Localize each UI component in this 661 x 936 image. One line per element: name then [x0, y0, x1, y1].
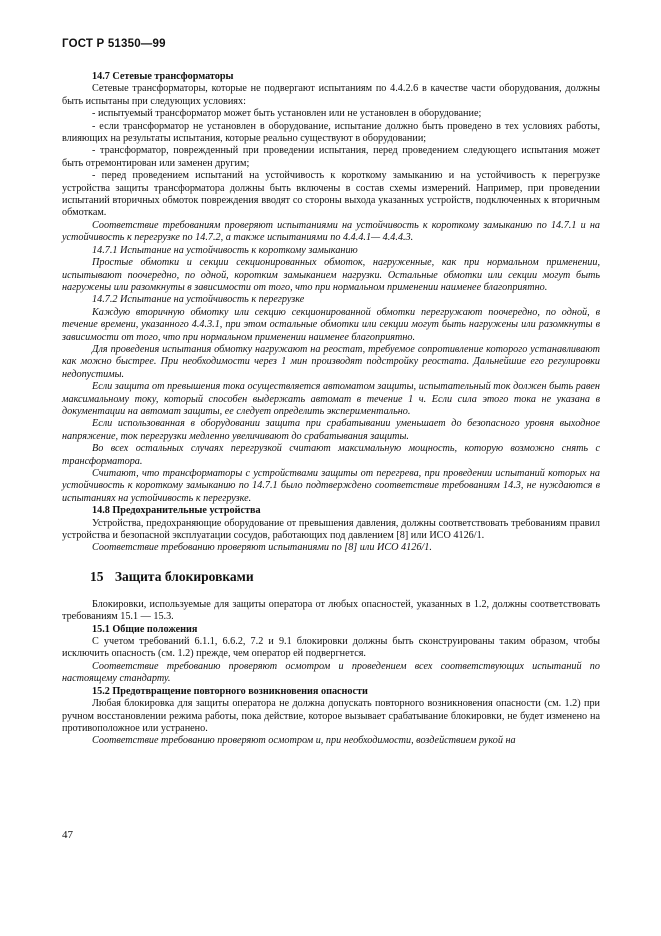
- subsection-14-7-2-title: 14.7.2 Испытание на устойчивость к перегрузке: [92, 294, 305, 306]
- compliance-text: Соответствие требованию проверяют испытаниями по [8] или ИСО 4126/1.: [92, 542, 432, 554]
- compliance-text: Соответствие требованиям проверяют испытаниями на устойчивость к короткому замыканию по 14.7.1 и на устойчивость к перегрузке по 14.7.2, а также испытаниями по 4.4.4.1— 4.4.4.3.: [62, 219, 600, 244]
- subsection-14-7-1-title: 14.7.1 Испытание на устойчивость к короткому замыканию: [92, 244, 358, 256]
- section-15-heading: [90, 569, 600, 585]
- paragraph: Блокировки, используемые для защиты оператора от любых опасностей, указанных в 1.2, должны соответствовать требованиям 15.1 — 15.3.: [62, 598, 600, 623]
- compliance-text: Соответствие требованию проверяют осмотром и проведением всех соответствующих испытаний по настоящему стандарту.: [62, 660, 600, 685]
- paragraph: Считают, что трансформаторы с устройствами защиты от перегрева, при проведении испытаний которых на устойчивость к короткому замыканию по 14.7.1 было подтверждено соответствие требованиям 14.3, не нуждаются в испытаниях на устойчивость к перегрузке.: [62, 468, 600, 504]
- paragraph: Простые обмотки и секции секционированных обмоток, нагруженные, как при нормальном применении, испытывают поочередно, по одной, коротким замыканием нагрузки. Остальные обмотки или секции могут быть нагружены или разомкнуты в зависимости от того, что при нормальном применении наименее благоприятно.: [62, 257, 600, 293]
- list-item: - перед проведением испытаний на устойчивость к короткому замыканию и на устойчивость к перегрузке устройства защиты трансформатора должны быть включены в состав схемы измерений. Например, при проведении испытаний вторичных обмоток повреждения вводят со стороны выхода указанных устройств, подключенных к вторичным обмоткам.: [62, 170, 600, 219]
- paragraph: Устройства, предохраняющие оборудование от превышения давления, должны соответствовать требованиям правил устройства и безопасной эксплуатации сосудов, работающих под давлением [8] или ИСО 4126/1.: [62, 517, 600, 542]
- paragraph: Любая блокировка для защиты оператора не должна допускать повторного возникновения опасности (см. 1.2) при ручном восстановлении режима работы, пока действие, которое вызывает срабатывание блокировки, не будет изменено на противоположное или устранено.: [62, 698, 600, 734]
- section-title: Защита блокировками: [114, 568, 254, 584]
- list-item: - испытуемый трансформатор может быть установлен или не установлен в оборудование;: [92, 108, 482, 120]
- compliance-text: Соответствие требованию проверяют осмотром и, при необходимости, воздействием рукой на: [92, 735, 516, 747]
- section-15-1-title: 15.1 Общие положения: [92, 623, 198, 635]
- section-15-2-title: 15.2 Предотвращение повторного возникновения опасности: [92, 685, 368, 697]
- document-header: ГОСТ Р 51350—99: [62, 38, 166, 50]
- list-item: - если трансформатор не установлен в оборудование, испытание должно быть проведено в тех условиях работы, влияющих на результаты испытания, которые реально существуют в оборудовании;: [62, 120, 600, 145]
- section-14-7-title: 14.7 Сетевые трансформаторы: [92, 71, 234, 82]
- list-item: - трансформатор, поврежденный при проведении испытания, перед проведением следующего испытания может быть отремонтирован или заменен другим;: [62, 145, 600, 169]
- paragraph: Во всех остальных случаях перегрузкой считают максимальную мощность, которую возможно снять с трансформатора.: [62, 443, 600, 467]
- paragraph: Каждую вторичную обмотку или секцию секционированной обмотки перегружают поочередно, по одной, в течение времени, указанного 4.4.3.1, при этом остальные обмотки или секции могут быть нагружены или разомкнуты в зависимости от того, что при нормальном применении наименее благоприятно.: [62, 306, 600, 343]
- section-number: 15: [90, 568, 104, 584]
- paragraph: Сетевые трансформаторы, которые не подвергают испытаниям по 4.4.2.6 в качестве части оборудования, должны быть испытаны при следующих условиях:: [62, 83, 600, 107]
- paragraph: Для проведения испытания обмотку нагружают на реостат, требуемое сопротивление которого устанавливают как можно быстрее. При необходимости через 1 мин производят подстройку реостата. Дальнейшие его регулировки недопустимы.: [62, 343, 600, 380]
- page-content: [62, 71, 600, 748]
- paragraph: Если использованная в оборудовании защита при срабатывании уменьшает до безопасного уровня выходное напряжение, ток перегрузки медленно увеличивают до срабатывания защиты.: [62, 418, 600, 442]
- page-number: 47: [62, 829, 73, 841]
- paragraph: Если защита от превышения тока осуществляется автоматом защиты, испытательный ток должен быть равен максимальному току, который способен выдержать автомат в течение 1 ч. Если сила этого тока не указана в документации на автомат защиты, ее следует определить экспериментально.: [62, 381, 600, 417]
- paragraph: С учетом требований 6.1.1, 6.6.2, 7.2 и 9.1 блокировки должны быть сконструированы таким образом, чтобы исключить опасность (см. 1.2) прежде, чем оператор ей подвергнется.: [62, 636, 600, 660]
- section-14-8-title: 14.8 Предохранительные устройства: [92, 505, 261, 517]
